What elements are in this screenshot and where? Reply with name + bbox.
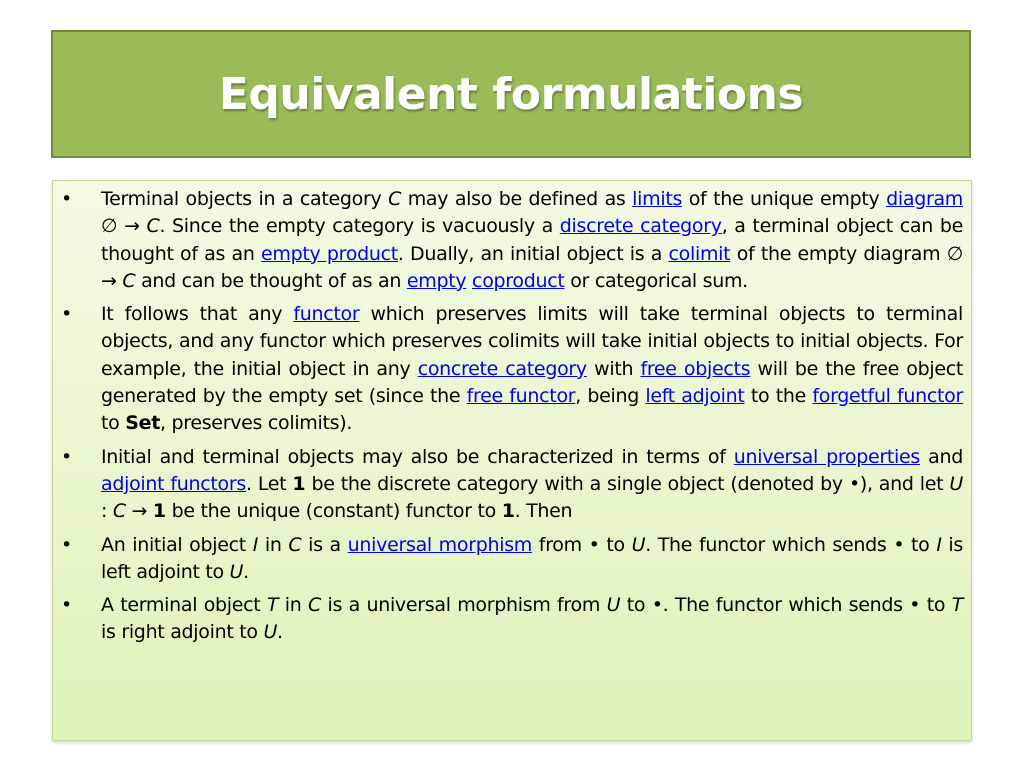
text-run: is a: [301, 533, 348, 556]
term-link[interactable]: coproduct: [472, 269, 565, 292]
bullet-list: [53, 181, 971, 647]
text-run: and can be thought of as an: [135, 269, 407, 292]
math-symbol: C: [308, 594, 321, 617]
term-link[interactable]: forgetful functor: [812, 385, 964, 408]
text-run: to the: [744, 385, 813, 408]
text-run: be the discrete category with a single object (denoted by •), and let: [305, 472, 950, 495]
bullet-marker: •: [61, 533, 72, 556]
term-link[interactable]: colimit: [668, 242, 731, 265]
text-run: of the unique empty: [682, 188, 887, 210]
bullet-item-5: [61, 592, 964, 647]
text-run: :: [101, 500, 113, 523]
bullet-marker: •: [61, 188, 72, 210]
text-run: . Let: [245, 472, 293, 495]
math-symbol: U: [949, 472, 963, 495]
math-symbol: U: [631, 533, 646, 556]
text-run: . The functor which sends • to: [645, 533, 937, 556]
text-run: .: [243, 560, 249, 583]
text-run: in: [278, 594, 309, 617]
text-run: , being: [575, 385, 646, 408]
text-run: .: [277, 621, 283, 644]
text-run: in: [258, 533, 289, 556]
text-run: is right adjoint to: [101, 621, 264, 644]
term-link[interactable]: free objects: [640, 357, 751, 380]
text-run: is left adjoint to: [101, 533, 963, 583]
text-run: A terminal object: [101, 594, 267, 617]
text-run: . Since the empty category is vacuously a: [159, 215, 560, 238]
text-run: Initial and terminal objects may also be characterized in terms of: [101, 445, 734, 468]
text-run: , a terminal object can be thought of as an: [101, 215, 963, 265]
math-symbol: C: [388, 188, 402, 210]
bullet-marker: •: [61, 594, 72, 617]
math-symbol: C: [288, 533, 302, 556]
math-symbol: I: [252, 533, 259, 556]
bullet-marker: •: [61, 303, 72, 326]
text-run: and: [920, 445, 963, 468]
text-run: , preserves colimits).: [159, 412, 353, 435]
bold-term: Set: [125, 412, 160, 435]
text-run: of the empty diagram ∅ →: [101, 242, 963, 292]
text-run: is a universal morphism from: [321, 594, 607, 617]
text-run: . Dually, an initial object is a: [397, 242, 669, 265]
slide-title: Equivalent formulations: [218, 68, 804, 120]
term-link[interactable]: discrete category: [559, 215, 722, 238]
text-run: or categorical sum.: [564, 269, 748, 292]
math-symbol: I: [936, 533, 942, 556]
title-banner: [51, 30, 971, 158]
text-run: . Then: [514, 500, 573, 523]
text-run: ∅ →: [101, 215, 147, 238]
bullet-item-2: [61, 301, 964, 437]
text-run: which preserves limits will take terminal objects to terminal objects, and any functor which preserves colimits will take initial objects to initial objects. For example, the initial object in any: [101, 303, 963, 380]
term-link[interactable]: universal morphism: [347, 533, 533, 556]
text-run: Terminal objects in a category: [101, 188, 389, 210]
bold-term: 1: [292, 472, 306, 495]
math-symbol: C: [146, 215, 160, 238]
term-link[interactable]: empty: [406, 269, 467, 292]
text-run: →: [125, 500, 153, 523]
content-panel: [52, 180, 972, 741]
math-symbol: U: [229, 560, 244, 583]
text-run: be the unique (constant) functor to: [165, 500, 502, 523]
term-link[interactable]: concrete category: [417, 357, 587, 380]
text-run: from • to: [532, 533, 632, 556]
text-run: It follows that any: [101, 303, 294, 326]
math-symbol: C: [122, 269, 136, 292]
bullet-marker: •: [61, 445, 72, 468]
term-link[interactable]: functor: [293, 303, 360, 326]
math-symbol: T: [951, 594, 964, 617]
bullet-item-3: [61, 444, 963, 526]
term-link[interactable]: empty product: [261, 242, 398, 265]
math-symbol: C: [112, 500, 126, 523]
text-run: to •. The functor which sends • to: [620, 594, 952, 617]
term-link[interactable]: left adjoint: [645, 385, 745, 408]
text-run: may also be defined as: [401, 188, 633, 210]
bold-term: 1: [152, 500, 166, 523]
math-symbol: U: [606, 594, 621, 617]
math-symbol: T: [266, 594, 279, 617]
math-symbol: U: [263, 621, 278, 644]
text-run: will be the free object generated by the empty set (since the: [101, 357, 964, 408]
text-run: to: [101, 412, 126, 435]
bold-term: 1: [501, 500, 515, 523]
term-link[interactable]: adjoint functors: [101, 472, 246, 495]
bullet-item-1: [61, 186, 964, 295]
bullet-item-4: [61, 532, 963, 587]
term-link[interactable]: free functor: [466, 385, 576, 408]
text-run: with: [586, 357, 641, 380]
term-link[interactable]: diagram: [886, 188, 964, 210]
term-link[interactable]: limits: [632, 188, 683, 210]
text-run: An initial object: [101, 533, 253, 556]
term-link[interactable]: universal properties: [733, 445, 921, 468]
